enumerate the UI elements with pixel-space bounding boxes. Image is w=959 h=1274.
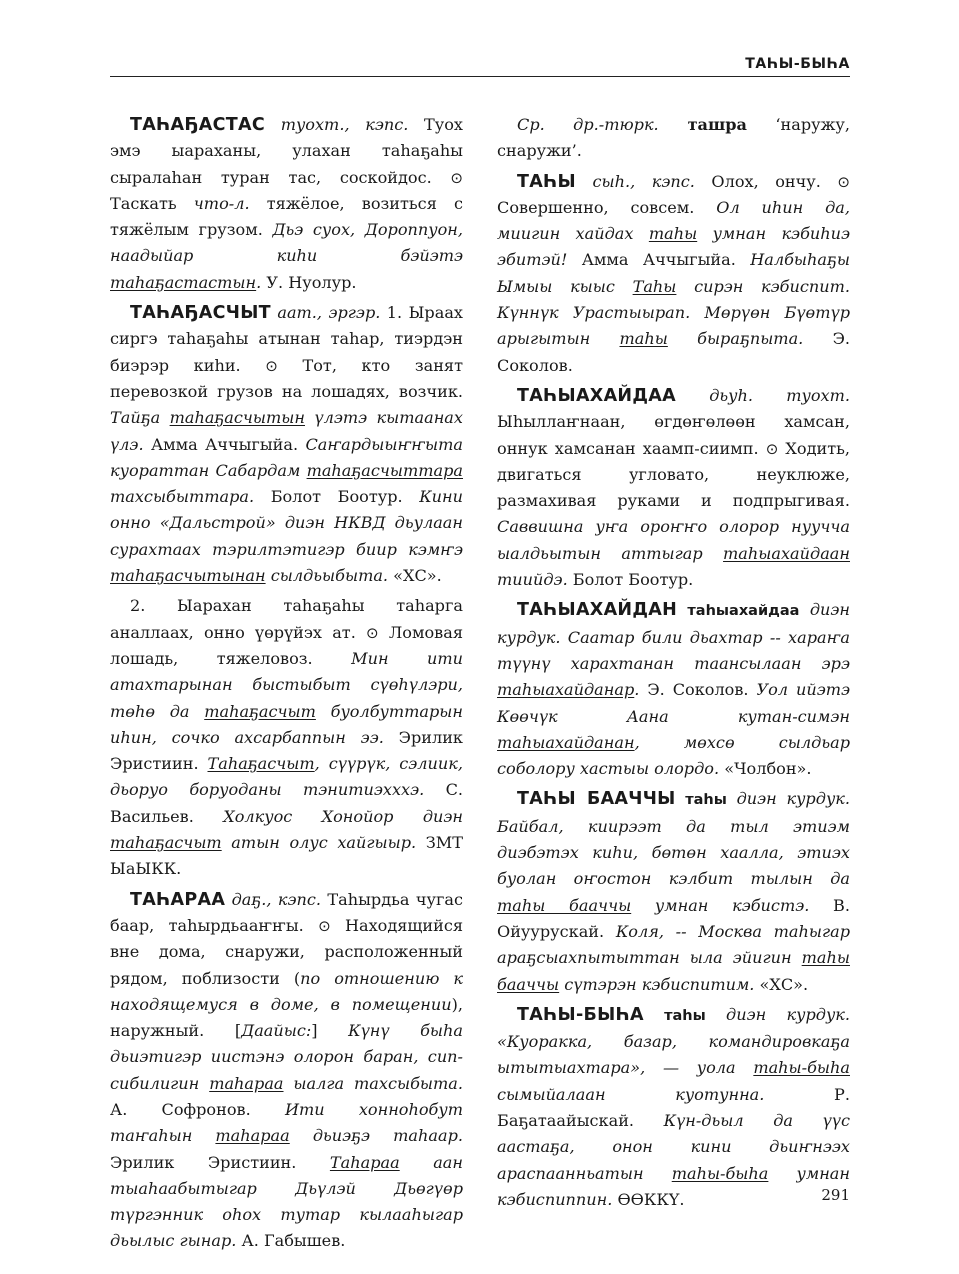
example-keyword: Таһаҕасчыт — [207, 754, 315, 774]
entry-tahy: ТАҺЫ сыһ., кэпс. Олох, ончу. ⊙ Совершенно, совсем. Ол иһин да, миигин хайдах таһы умнан кэбиһиэ эбитэй! Амма Аччыгыйа. Налбыһаҕы Ымыы кыыс Таһы сирэн кэбиспит. Күннүк Урастыырап. Мөрүөн Бүөтүр арыгытын таһы быраҕпыта. Э. Соколов. — [497, 171, 851, 375]
source: Эрилик Эристиин. — [110, 1152, 330, 1172]
source: Э. Соколов. — [639, 680, 757, 700]
running-header — [110, 30, 850, 77]
source: Амма Аччыгыйа. — [143, 434, 306, 454]
headword: ТАҺЫАХАЙДАН — [517, 600, 678, 621]
grammar-label: туохт., кэпс. — [265, 115, 409, 134]
source: Э. Соколов. — [497, 329, 850, 375]
headword: ТАҺАРАА — [130, 889, 226, 910]
example-keyword: таһаҕасчыт — [204, 701, 316, 721]
example-keyword: таһы-быһа — [753, 1058, 850, 1078]
source: А. Габышев. — [236, 1231, 346, 1251]
headword: ТАҺАҔАСЧЫТ — [130, 303, 271, 324]
entry-tahagastas: ТАҺАҔАСТАС туохт., кэпс. Туох эмэ ыараханы, улахан таһаҕаһы сыралаһан туран тас, соскойдос. ⊙ Таскать что-л. тяжёлое, возиться с тяжёлым грузом. Дьэ суох, Дороппуон, наадыйар киһи бэйэтэ таһаҕастастын. У. Нуолур. — [110, 115, 463, 292]
example-keyword: таһаҕасчыт — [110, 833, 222, 853]
right-column — [497, 112, 850, 1213]
source: С. Васильев. — [110, 780, 463, 826]
grammar-label: диэн курдук. — [497, 600, 850, 647]
entry-tahyakhaidaa: ТАҺЫАХАЙДАА дьуһ. туохт. Ыһыллаҥнаан, өгдөҥөлөөн хамсан, оннук хамсанан хаамп-сиимп. ⊙ Ходить, двигаться угловато, неуклюже, размахивая руками и подпрыгивая. Саввишна уҥа ороҥҥо олорор нуучча ыалдьытын аттыгар таһыахайдаан тиийдэ. Болот Боотур. — [497, 385, 850, 590]
grammar-label: даҕ., кэпс. — [225, 889, 321, 909]
example-keyword: таһы — [648, 224, 698, 244]
example-keyword: таһаҕасчытынан — [110, 566, 266, 586]
entry-tahy-byha: ТАҺЫ-БЫҺА таһы диэн курдук. «Куоракка, базар, командировкаҕа ытытыахтара», — уола таһы-быһа сымыйалаан куотунна. Р. Баҕатаайыскай. Күн-дьыл да үүс аастаҕа, онон кини дьиҥнээх араспаанньатын таһы-быһа умнан кэбиспиппин. ӨӨККҮ. — [497, 1004, 851, 1209]
example-keyword: таһыахайданан — [497, 732, 635, 752]
source: Болот Боотур. — [567, 570, 694, 590]
source: «ХС». — [388, 566, 442, 586]
example-keyword: таһыахайдаан — [723, 543, 850, 563]
headword: ТАҺЫАХАЙДАА — [517, 385, 676, 406]
circle-dot-icon: ⊙ — [450, 168, 463, 187]
example-keyword: таһараа — [215, 1126, 290, 1146]
source: Р. Баҕатаайыскай. — [497, 1084, 850, 1130]
source: Болот Боотур. — [254, 487, 420, 507]
source: А. Софронов. — [110, 1099, 285, 1119]
example-keyword: Таһараа — [329, 1152, 400, 1172]
entry-tahy-baachchy: ТАҺЫ БААЧЧЫ таһы диэн курдук. Байбал, киирээт да тыл этиэм диэбэтэх киһи, бөтөн хаалла, этиэх буолан оҥостон кэлбит тылын да таһы бааччы умнан кэбистэ. В. Ойуурускай. Коля, -- Москва таһыгар араҕсыахпытыттан ыла эйигин таһы бааччы сүтэрэн кэбиспитим. «ХС». — [497, 789, 851, 994]
headword: ТАҺАҔАСТАС — [130, 115, 266, 135]
example-keyword: таһы бааччы — [497, 895, 632, 915]
cross-reference: таһыахайдаа — [677, 603, 800, 620]
source: В. Ойуурускай. — [497, 895, 851, 941]
example-keyword: таһараа — [209, 1073, 284, 1093]
example-keyword: таһыахайданар — [497, 680, 635, 700]
running-title: ТАҺЫ-БЫҺА — [745, 56, 850, 72]
example-keyword: таһаҕасчытын — [169, 408, 305, 428]
circle-dot-icon: ⊙ — [837, 172, 850, 191]
example-keyword: таһаҕасчыттара — [306, 460, 463, 480]
grammar-label: диэн курдук. — [726, 789, 850, 809]
left-column — [110, 112, 463, 1255]
headword: ТАҺЫ — [517, 171, 576, 192]
circle-dot-icon: ⊙ — [366, 623, 379, 642]
source: ЗМТ ЫаЫКК. — [110, 833, 464, 879]
entry-tahagaschyt-sense-2: 2. Ыарахан таһаҕаһы таһарга аналлаах, онно үөрүйэх ат. ⊙ Ломовая лошадь, тяжеловоз. Мин ити атахтарынан быстыбыт сүөһүлэри, төһө да таһаҕасчыт буолбуттарын иһин, сочко ахсарбаппын ээ. Эрилик Эристиин. Таһаҕасчыт, сүүрүк, сэлиик, дьоруо боруоданы тэнитиэхххэ. С. Васильев. Холкуос Хонойор диэн таһаҕасчыт атын олус хайгыыр. ЗМТ ЫаЫКК. — [110, 596, 464, 879]
page-number: 291 — [821, 1186, 850, 1204]
example-keyword: таһы бааччы — [497, 948, 850, 994]
circle-dot-icon: ⊙ — [265, 356, 278, 375]
example-keyword: таһы-быһа — [671, 1163, 769, 1183]
source: ӨӨККҮ. — [612, 1189, 685, 1209]
grammar-label: аат., эргэр. — [270, 303, 381, 323]
source: У. Нуолур. — [261, 272, 357, 292]
example: Дьэ суох, Дороппуон, наадыйар киһи бэйэтэ — [110, 220, 463, 266]
source: Эрилик Эристиин. — [110, 727, 463, 774]
cross-reference: таһы — [675, 792, 727, 809]
source: «ХС». — [754, 974, 809, 994]
headword: ТАҺЫ-БЫҺА — [517, 1004, 644, 1025]
source: Амма Аччыгыйа. — [567, 250, 751, 270]
grammar-label: дьуһ. туохт. — [675, 385, 850, 405]
example-keyword: Таһы — [632, 276, 677, 296]
etymology-note: Ср. др.-тюрк. ташра ‘наружу, снаружи’. — [497, 115, 850, 161]
cross-reference: таһы — [643, 1007, 706, 1024]
grammar-label: диэн курдук. — [705, 1004, 851, 1024]
example-keyword: таһы — [619, 329, 668, 349]
entry-taharaa: ТАҺАРАА даҕ., кэпс. Таһырдьа чугас баар, таһырдьааҥҥы. ⊙ Находящийся вне дома, снаружи, расположенный рядом, поблизости (по отношению к находящемуся в доме, в помещении), наружный. [Даайыс:] Күнү быһа дьиэтигэр иистэнэ олорон баран, сип-сибилигин таһараа ыалга тахсыбыта. А. Софронов. Ити хонноһобут таҥаһын таһараа дьиэҕэ таһаар. Эрилик Эристиин. Таһараа аан тыаһаабытыгар Дьүлэй Дьөгүөр түргэнник оһох тутар кылааһыгар дьылыс гынар. А. Габышев. — [110, 889, 464, 1251]
entry-tahyakhaidan: ТАҺЫАХАЙДАН таһыахайдаа диэн курдук. Саатар били дьахтар -- хараҥа түүнү харахтанан таансылаан эрэ таһыахайданар. Э. Соколов. Уол ийэтэ Көөчүк Аана кутан-симэн таһыахайданан, мөхсө сылдьар соболору хастыы олордо. «Чолбон». — [497, 600, 850, 779]
headword: ТАҺЫ БААЧЧЫ — [517, 789, 676, 810]
entry-tahagaschyt: ТАҺАҔАСЧЫТ аат., эргэр. 1. Ыраах сиргэ таһаҕаһы атынан таһар, тиэрдэн биэрэр киһи. ⊙ Тот, кто занят перевозкой грузов на лошадях, возчик. Тайҕа таһаҕасчытын үлэтэ кытаанах үлэ. Амма Аччыгыйа. Саҥардыыҥҥыта куораттан Сабардам таһаҕасчыттара тахсыбыттара. Болот Боотур. Кини онно «Дальстрой» диэн НКВД дьулаан сурахтаах тэрилтэтигэр биир кэмҥэ таһаҕасчытынан сылдьыбыта. «ХС». — [110, 303, 463, 586]
example-keyword: таһаҕастастын — [110, 272, 257, 292]
source: «Чолбон». — [719, 759, 812, 779]
circle-dot-icon: ⊙ — [765, 439, 779, 458]
circle-dot-icon: ⊙ — [318, 916, 331, 935]
grammar-label: сыһ., кэпс. — [575, 171, 695, 191]
